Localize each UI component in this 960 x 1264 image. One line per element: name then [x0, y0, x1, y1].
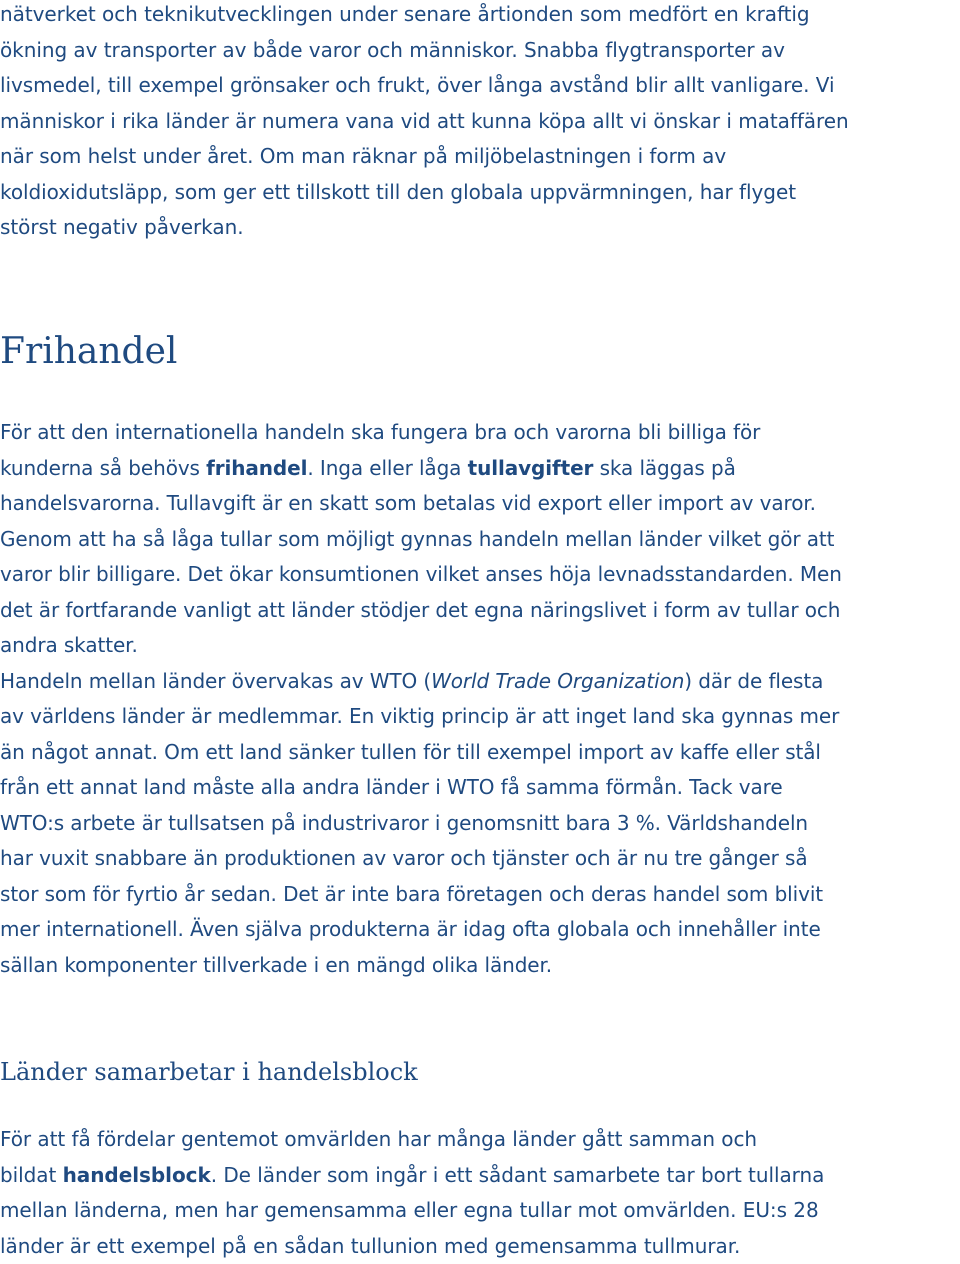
text-line: av världens länder är medlemmar. En viktig princip är att inget land ska gynnas mer — [0, 704, 840, 728]
text-line: än något annat. Om ett land sänker tullen för till exempel import av kaffe eller stål — [0, 739, 821, 764]
text-line: varor blir billigare. Det ökar konsumtionen vilket anses höja levnadsstandarden. Men — [0, 562, 842, 586]
handelsblock-paragraph — [0, 1122, 960, 1264]
text-line: ska läggas på — [593, 455, 736, 480]
text-line: bildat — [0, 1162, 63, 1187]
text-line: stor som för fyrtio år sedan. Det är inte bara företagen och deras handel som blivit — [0, 881, 824, 906]
text-line: kunderna så behövs — [0, 455, 207, 480]
text-line: . Inga eller låga — [307, 455, 468, 480]
text-line: . De länder som ingår i ett sådant samarbete tar bort tullarna — [210, 1162, 825, 1187]
term-tullavgifter: tullavgifter — [467, 455, 594, 480]
text-line: länder är ett exempel på en sådan tullunion med gemensamma tullmurar. — [0, 1233, 741, 1258]
text-line: när som helst under året. Om man räknar på miljöbelastningen i form av — [0, 144, 727, 168]
text-line: från ett annat land måste alla andra länder i WTO få samma förmån. Tack vare — [0, 775, 783, 799]
term-handelsblock: handelsblock — [62, 1162, 211, 1187]
text-line: handelsvarorna. Tullavgift är en skatt som betalas vid export eller import av varor. — [0, 491, 816, 515]
text-line: Genom att ha så låga tullar som möjligt gynnas handeln mellan länder vilket gör att — [0, 526, 835, 551]
text-line: mer internationell. Även själva produkterna är idag ofta globala och innehåller inte — [0, 917, 821, 941]
wto-full-name: World Trade Organization — [431, 668, 685, 693]
text-line: människor i rika länder är numera vana vid att kunna köpa allt vi önskar i mataffären — [0, 108, 849, 133]
text-line: nätverket och teknikutvecklingen under senare årtionden som medfört en kraftig — [0, 2, 810, 26]
heading-handelsblock: Länder samarbetar i handelsblock — [0, 1058, 418, 1086]
text-line: koldioxidutsläpp, som ger ett tillskott till den globala uppvärmningen, har flyget — [0, 179, 796, 204]
text-line: det är fortfarande vanligt att länder stödjer det egna näringslivet i form av tullar och — [0, 597, 841, 622]
text-line: ökning av transporter av både varor och människor. Snabba flygtransporter av — [0, 37, 785, 62]
text-line: störst negativ påverkan. — [0, 215, 244, 239]
text-line: mellan länderna, men har gemensamma eller egna tullar mot omvärlden. EU:s 28 — [0, 1198, 819, 1222]
text-line: andra skatter. — [0, 633, 138, 657]
heading-frihandel: Frihandel — [0, 331, 178, 372]
text-line: ) där de flesta — [684, 668, 824, 693]
text-line: livsmedel, till exempel grönsaker och frukt, över långa avstånd blir allt vanligare. Vi — [0, 73, 835, 97]
text-line: har vuxit snabbare än produktionen av varor och tjänster och är nu tre gånger så — [0, 846, 808, 870]
text-line: sällan komponenter tillverkade i en mängd olika länder. — [0, 952, 553, 977]
text-line: Handeln mellan länder övervakas av WTO ( — [0, 668, 432, 693]
term-frihandel: frihandel — [206, 455, 308, 480]
intro-paragraph — [0, 0, 960, 246]
text-line: För att den internationella handeln ska fungera bra och varorna bli billiga för — [0, 420, 761, 444]
frihandel-paragraph — [0, 415, 960, 983]
text-line: WTO:s arbete är tullsatsen på industrivaror i genomsnitt bara 3 %. Världshandeln — [0, 810, 808, 835]
text-line: För att få fördelar gentemot omvärlden har många länder gått samman och — [0, 1127, 758, 1151]
